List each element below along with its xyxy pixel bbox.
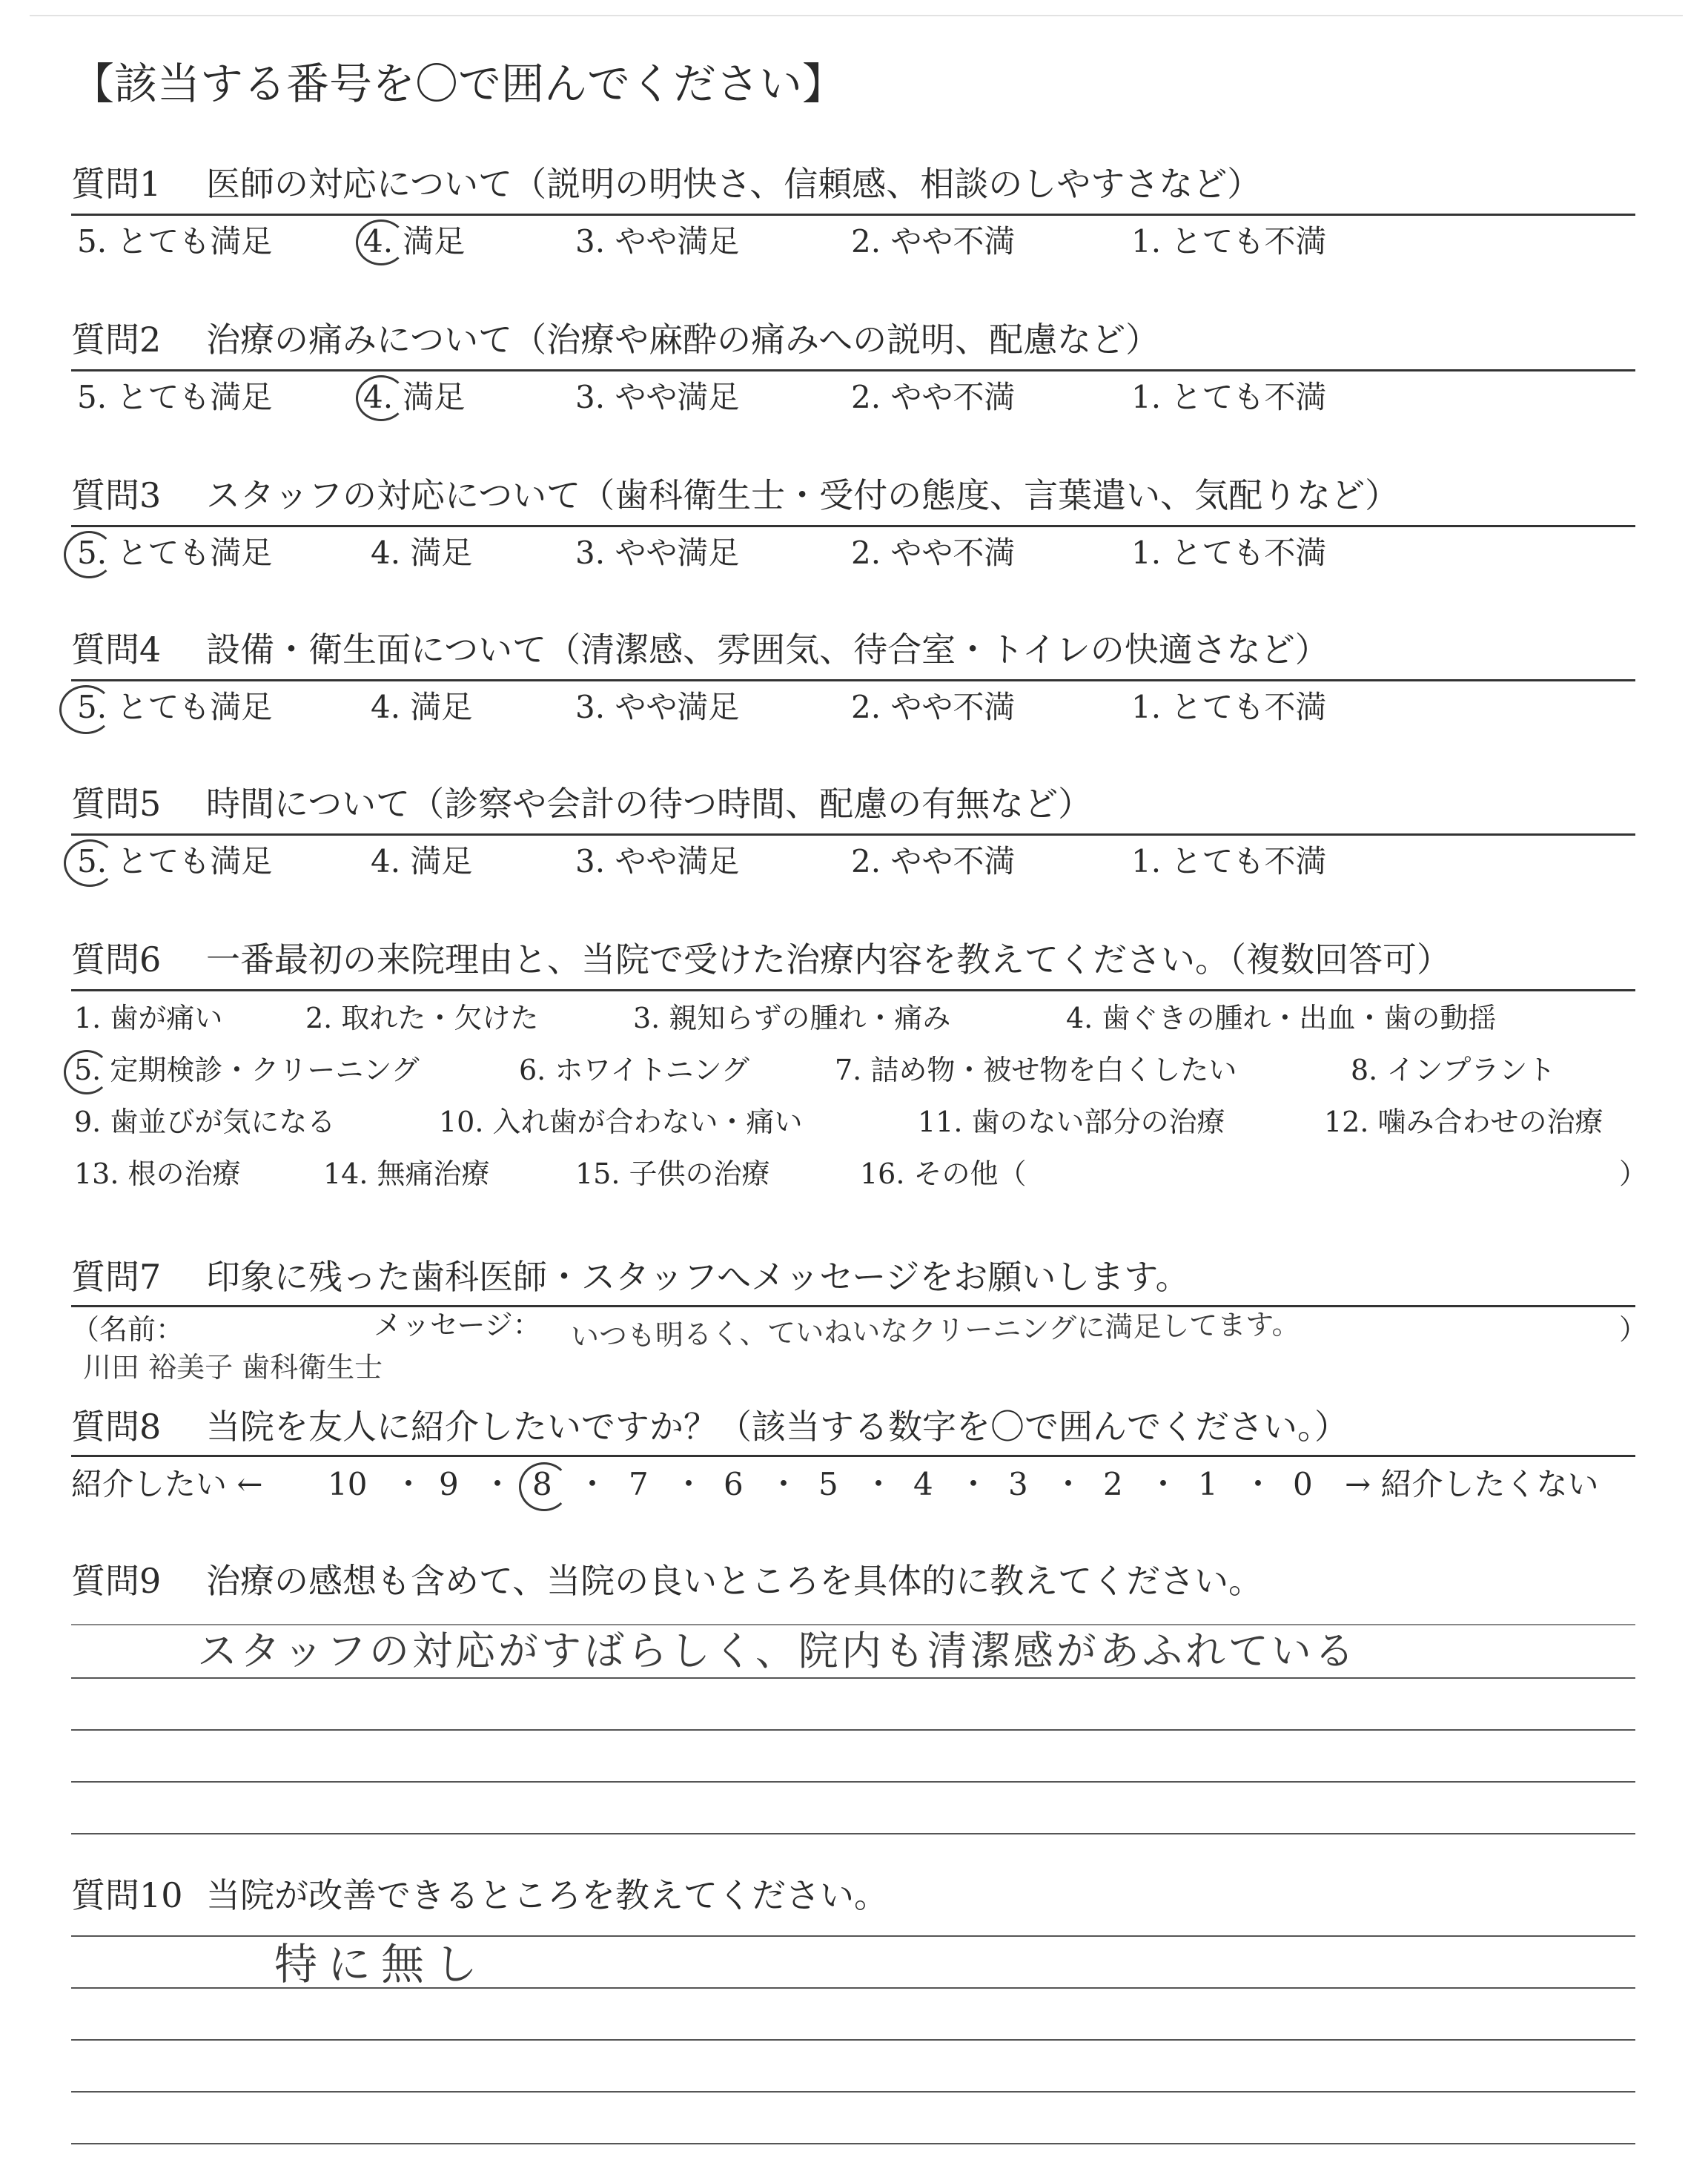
q9-text: 治療の感想も含めて、当院の良いところを具体的に教えてください。	[206, 1561, 1263, 1601]
q4-title	[71, 629, 1329, 670]
q1-number: 質問1	[71, 164, 162, 204]
q2-option-3[interactable]: 3. やや満足	[575, 379, 740, 415]
q7-text: 印象に残った歯科医師・スタッフへメッセージをお願いします。	[206, 1257, 1190, 1297]
scan-top-edge	[30, 15, 1683, 16]
q8-scale-dot: ・	[863, 1466, 895, 1502]
q8-scale-dot: ・	[1053, 1466, 1085, 1502]
q4-text: 設備・衛生面について（清潔感、雰囲気、待合室・トイレの快適さなど）	[206, 630, 1329, 670]
q6-option-4[interactable]: 4. 歯ぐきの腫れ・出血・歯の動揺	[1066, 1002, 1497, 1034]
q6-option-11[interactable]: 11. 歯のない部分の治療	[918, 1106, 1225, 1138]
q1-option-2[interactable]: 2. やや不満	[851, 223, 1016, 260]
q5-option-3[interactable]: 3. やや満足	[575, 843, 740, 879]
q8-scale-dot: ・	[958, 1466, 990, 1502]
q8-scale-10[interactable]: 10	[328, 1466, 368, 1502]
q1-option-1[interactable]: 1. とても不満	[1131, 223, 1327, 260]
q7-close: ）	[1619, 1313, 1648, 1346]
q8-scale-4[interactable]: 4	[913, 1466, 933, 1502]
q8-scale-1[interactable]: 1	[1198, 1466, 1218, 1502]
q9-answer[interactable]: スタッフの対応がすばらしく、院内も清潔感があふれている	[197, 1628, 1357, 1674]
q6-option-2[interactable]: 2. 取れた・欠けた	[305, 1002, 539, 1034]
q5-rule	[71, 833, 1635, 836]
q3-text: スタッフの対応について（歯科衛生士・受付の態度、言葉遣い、気配りなど）	[206, 475, 1400, 515]
q6-option-7[interactable]: 7. 詰め物・被せ物を白くしたい	[835, 1054, 1237, 1086]
q8-scale-dot: ・	[768, 1466, 800, 1502]
q6-option-1[interactable]: 1. 歯が痛い	[74, 1002, 223, 1034]
q10-text: 当院が改善できるところを教えてください。	[206, 1875, 888, 1915]
q7-name-answer[interactable]: 川田 裕美子 歯科衛生士	[83, 1351, 383, 1384]
q1-option-3[interactable]: 3. やや満足	[575, 223, 740, 260]
q4-selection-circle	[59, 685, 113, 734]
q2-option-4[interactable]: 4. 満足	[363, 379, 466, 415]
q3-number: 質問3	[71, 475, 162, 515]
q7-number: 質問7	[71, 1257, 162, 1297]
q7-rule	[71, 1305, 1635, 1307]
q8-text: 当院を友人に紹介したいですか？（該当する数字を〇で囲んでください。）	[206, 1407, 1348, 1447]
q9-answer-line	[71, 1729, 1635, 1731]
q5-option-5[interactable]: 5. とても満足	[77, 843, 273, 879]
q3-rule	[71, 525, 1635, 527]
q4-option-2[interactable]: 2. やや不満	[851, 689, 1016, 725]
q6-option-5[interactable]: 5. 定期検診・クリーニング	[74, 1054, 420, 1086]
q8-scale-5[interactable]: 5	[818, 1466, 838, 1502]
q7-title	[71, 1256, 1190, 1298]
q6-option-12[interactable]: 12. 噛み合わせの治療	[1324, 1106, 1603, 1138]
q1-option-4[interactable]: 4. 満足	[363, 223, 466, 260]
q8-number: 質問8	[71, 1407, 162, 1447]
q6-option-9[interactable]: 9. 歯並びが気になる	[74, 1106, 336, 1138]
q3-option-3[interactable]: 3. やや満足	[575, 535, 740, 571]
q4-option-4[interactable]: 4. 満足	[371, 689, 473, 725]
q1-text: 医師の対応について（説明の明快さ、信頼感、相談のしやすさなど）	[206, 164, 1262, 204]
q8-scale-2[interactable]: 2	[1103, 1466, 1123, 1502]
q10-answer-line	[71, 2091, 1635, 2093]
q2-title	[71, 319, 1159, 360]
q5-option-2[interactable]: 2. やや不満	[851, 843, 1016, 879]
q7-name-label: （名前：	[71, 1313, 185, 1346]
q6-title	[71, 939, 1451, 980]
q2-selection-circle	[356, 375, 406, 421]
q9-title	[71, 1560, 1262, 1602]
q8-scale-9[interactable]: 9	[439, 1466, 459, 1502]
q10-answer[interactable]: 特に無し	[274, 1939, 489, 1989]
q3-option-2[interactable]: 2. やや不満	[851, 535, 1016, 571]
q8-scale-8[interactable]: 8	[532, 1466, 552, 1502]
q5-option-1[interactable]: 1. とても不満	[1131, 843, 1327, 879]
q8-scale-6[interactable]: 6	[724, 1466, 744, 1502]
q3-title	[71, 475, 1399, 516]
q8-scale-dot: ・	[577, 1466, 609, 1502]
q8-scale-dot: ・	[482, 1466, 514, 1502]
q6-option-16-close: ）	[1619, 1157, 1648, 1190]
q2-rule	[71, 369, 1635, 371]
q4-option-1[interactable]: 1. とても不満	[1131, 689, 1327, 725]
q1-option-5[interactable]: 5. とても満足	[77, 223, 273, 260]
q6-text: 一番最初の来院理由と、当院で受けた治療内容を教えてください。（複数回答可）	[206, 939, 1451, 980]
q8-scale-dot: ・	[1242, 1466, 1274, 1502]
q3-selection-circle	[64, 531, 114, 578]
q5-title	[71, 783, 1092, 825]
q2-option-2[interactable]: 2. やや不満	[851, 379, 1016, 415]
q8-scale-7[interactable]: 7	[629, 1466, 649, 1502]
q8-title	[71, 1406, 1348, 1447]
q4-option-5[interactable]: 5. とても満足	[77, 689, 273, 725]
q10-answer-line	[71, 2143, 1635, 2144]
q8-scale-3[interactable]: 3	[1008, 1466, 1028, 1502]
q7-message-answer[interactable]: いつも明るく、ていねいなクリーニングに満足してます。	[570, 1307, 1300, 1353]
q6-option-16[interactable]: 16. その他（	[860, 1157, 1027, 1190]
q9-answer-line	[71, 1833, 1635, 1834]
q8-scale-dot: ・	[1148, 1466, 1179, 1502]
q9-number: 質問9	[71, 1561, 162, 1601]
q1-title	[71, 163, 1261, 205]
q6-option-13[interactable]: 13. 根の治療	[74, 1157, 241, 1190]
q6-option-10[interactable]: 10. 入れ歯が合わない・痛い	[439, 1106, 803, 1138]
q1-rule	[71, 214, 1635, 216]
q10-title	[71, 1875, 888, 1916]
q6-option-15[interactable]: 15. 子供の治療	[575, 1157, 770, 1190]
q7-message-label: メッセージ：	[374, 1309, 541, 1341]
q8-scale-dot: ・	[393, 1466, 425, 1502]
q8-left-label: 紹介したい ←	[71, 1466, 263, 1502]
q2-text: 治療の痛みについて（治療や麻酔の痛みへの説明、配慮など）	[206, 320, 1160, 360]
q9-answer-line	[71, 1781, 1635, 1783]
page-heading: 【該当する番号を〇で囲んでください】	[71, 59, 846, 109]
q4-number: 質問4	[71, 630, 162, 670]
q5-text: 時間について（診察や会計の待つ時間、配慮の有無など）	[206, 784, 1093, 824]
q6-option-3[interactable]: 3. 親知らずの腫れ・痛み	[633, 1002, 951, 1034]
q2-option-1[interactable]: 1. とても不満	[1131, 379, 1327, 415]
q9-answer-line	[71, 1677, 1635, 1679]
q6-rule	[71, 989, 1635, 991]
q8-rule	[71, 1455, 1635, 1457]
q6-option-14[interactable]: 14. 無痛治療	[323, 1157, 490, 1190]
q6-selection-circle	[64, 1050, 110, 1094]
q6-option-8[interactable]: 8. インプラント	[1351, 1054, 1556, 1086]
q8-selection-circle	[519, 1462, 569, 1511]
q10-answer-line	[71, 1935, 1635, 1937]
q8-right-label: → 紹介したくない	[1345, 1466, 1599, 1502]
q8-scale-dot: ・	[673, 1466, 705, 1502]
q5-option-4[interactable]: 4. 満足	[371, 843, 473, 879]
q6-number: 質問6	[71, 939, 162, 980]
q1-selection-circle	[356, 219, 406, 265]
q5-number: 質問5	[71, 784, 162, 824]
q4-option-3[interactable]: 3. やや満足	[575, 689, 740, 725]
q3-option-4[interactable]: 4. 満足	[371, 535, 473, 571]
q4-rule	[71, 679, 1635, 681]
q10-answer-line	[71, 2039, 1635, 2041]
q10-number: 質問10	[71, 1875, 183, 1915]
q2-number: 質問2	[71, 320, 162, 360]
q2-option-5[interactable]: 5. とても満足	[77, 379, 273, 415]
q5-selection-circle	[64, 839, 116, 887]
q9-guide-line	[71, 1624, 1635, 1625]
q3-option-1[interactable]: 1. とても不満	[1131, 535, 1327, 571]
q8-scale-0[interactable]: 0	[1293, 1466, 1313, 1502]
q3-option-5[interactable]: 5. とても満足	[77, 535, 273, 571]
q6-option-6[interactable]: 6. ホワイトニング	[519, 1054, 749, 1086]
